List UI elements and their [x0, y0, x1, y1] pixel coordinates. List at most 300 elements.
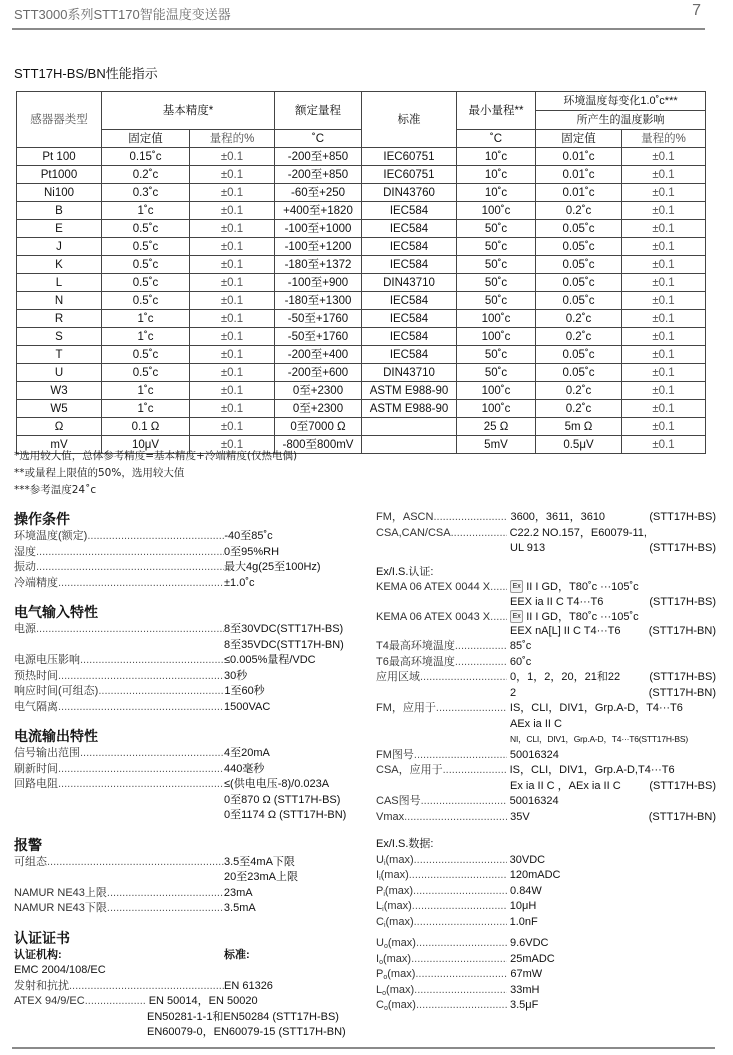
spec-row — [14, 669, 359, 685]
cell-min: 100˚c — [457, 382, 536, 400]
spec-row — [376, 639, 716, 655]
cell-std: IEC584 — [362, 310, 457, 328]
spec-label: 环境温度(额定) — [14, 530, 88, 542]
exis-data-row — [376, 952, 716, 968]
param-value: 25mADC — [510, 952, 555, 965]
cell-pct: ±0.1 — [190, 364, 275, 382]
spec-value: 0至95%RH — [224, 545, 280, 558]
spec-label: 电源电压影响 — [14, 654, 80, 666]
table-notes — [14, 448, 297, 499]
spec-value: ≤(供电电压-8)/0.023A — [224, 778, 330, 790]
cell-pct: ±0.1 — [190, 274, 275, 292]
cert-org-label: 认证机构: — [14, 948, 62, 961]
table-row — [17, 382, 706, 400]
cell-amb-pct: ±0.1 — [622, 400, 706, 418]
cell-type: N — [17, 292, 102, 310]
spec-row — [14, 684, 359, 700]
cell-amb-pct: ±0.1 — [622, 220, 706, 238]
header-unit-c: ˚C — [275, 130, 362, 148]
cell-min: 50˚c — [457, 238, 536, 256]
cell-fixed: 0.1 Ω — [102, 418, 190, 436]
spec-value: 1500VAC — [224, 700, 271, 713]
exis-data-row — [376, 936, 716, 952]
cell-std: DIN43760 — [362, 184, 457, 202]
model-tag: (STT17H-BS) — [649, 542, 716, 554]
cell-min: 10˚c — [457, 148, 536, 166]
cell-std: ASTM E988-90 — [362, 400, 457, 418]
param-value: 9.6VDC — [509, 937, 549, 949]
model-tag: (STT17H-BS) — [649, 671, 716, 683]
cell-std: IEC584 — [362, 328, 457, 346]
right-column — [376, 510, 716, 1014]
spec-row — [14, 979, 359, 995]
table-row — [17, 346, 706, 364]
cell-amb-fixed: 5m Ω — [536, 418, 622, 436]
cell-amb-pct: ±0.1 — [622, 238, 706, 256]
header-standard: 标准 — [362, 92, 457, 148]
header-fixed2: 固定值 — [536, 130, 622, 148]
header-ambient-effect-1: 环境温度每变化1.0˚c*** — [536, 92, 706, 111]
header-fixed: 固定值 — [102, 130, 190, 148]
spec-value: 0至870 Ω (STT17H-BS) — [224, 793, 341, 806]
cell-range: -100至+900 — [275, 274, 362, 292]
operating-title: 操作条件 — [14, 511, 70, 527]
spec-row — [14, 746, 359, 762]
cell-min: 50˚c — [457, 274, 536, 292]
spec-row — [376, 655, 716, 671]
spec-value: 8至35VDC(STT17H-BN) — [224, 638, 344, 651]
spec-value: EEX ia II C T4···T6 — [510, 595, 604, 608]
cell-range: -200至+600 — [275, 364, 362, 382]
table-row — [17, 202, 706, 220]
cell-range: 0至7000 Ω — [275, 418, 362, 436]
spec-label: 湿度 — [14, 545, 36, 558]
spec-value: ≤0.005%量程/VDC — [224, 654, 316, 666]
cell-pct: ±0.1 — [190, 184, 275, 202]
param-value: 30VDC — [509, 853, 546, 866]
cell-pct: ±0.1 — [190, 238, 275, 256]
cell-type: R — [17, 310, 102, 328]
table-row — [17, 400, 706, 418]
spec-label: T6最高环境温度 — [376, 655, 455, 668]
spec-row — [14, 529, 359, 545]
page-number: 7 — [692, 2, 701, 19]
cell-amb-fixed: 0.05˚c — [536, 292, 622, 310]
header-span-pct2: 量程的% — [622, 130, 706, 148]
cell-range: -60至+250 — [275, 184, 362, 202]
param-value: 33mH — [510, 983, 540, 996]
cell-type: Pt1000 — [17, 166, 102, 184]
table-row — [17, 184, 706, 202]
spec-value: EN 50014，EN 50020 — [148, 995, 258, 1007]
cell-amb-fixed: 0.2˚c — [536, 328, 622, 346]
spec-label: FM，ASCN — [376, 511, 434, 523]
cell-min: 50˚c — [457, 256, 536, 274]
section-title: STT17H-BS/BN性能指示 — [14, 66, 158, 81]
spec-row — [376, 510, 716, 526]
exis-data-row — [376, 853, 716, 869]
cell-pct: ±0.1 — [190, 220, 275, 238]
cell-std: IEC584 — [362, 292, 457, 310]
spec-label: 电源 — [14, 623, 36, 635]
cell-type: S — [17, 328, 102, 346]
cell-type: W5 — [17, 400, 102, 418]
cell-fixed: 1˚c — [102, 382, 190, 400]
cell-amb-fixed: 0.01˚c — [536, 166, 622, 184]
param-label: $I_o(\max)$ — [376, 952, 412, 966]
model-tag: (STT17H-BN) — [648, 625, 716, 637]
cell-fixed: 0.2˚c — [102, 166, 190, 184]
param-value: 120mADC — [509, 869, 561, 881]
cell-amb-pct: ±0.1 — [622, 436, 706, 454]
spec-label: 发射和抗扰 — [14, 979, 69, 992]
cell-min: 10˚c — [457, 166, 536, 184]
left-column — [14, 510, 359, 1041]
cell-fixed: 0.5˚c — [102, 274, 190, 292]
param-value: 10μH — [509, 900, 537, 912]
spec-label: 刷新时间 — [14, 762, 58, 775]
param-value: 1.0nF — [509, 915, 538, 928]
spec-row — [376, 670, 716, 686]
table-row — [17, 166, 706, 184]
model-tag: (STT17H-BS) — [649, 511, 716, 523]
spec-value: NI，CLI，DIV1，Grp.A-D，T4···T6(STT17H-BS) — [510, 734, 689, 744]
table-row — [17, 292, 706, 310]
cell-range: -100至+1000 — [275, 220, 362, 238]
spec-label: 信号输出范围 — [14, 747, 80, 759]
param-value: 67mW — [510, 968, 543, 980]
cell-pct: ±0.1 — [190, 436, 275, 454]
spec-row — [376, 610, 716, 626]
table-row — [17, 310, 706, 328]
cell-min: 100˚c — [457, 310, 536, 328]
param-label: $U_i(\max)$ — [376, 853, 414, 867]
cell-fixed: 0.5˚c — [102, 256, 190, 274]
certs-title: 认证证书 — [14, 929, 70, 946]
spec-row — [14, 700, 359, 716]
spec-label: 电气隔离 — [14, 700, 58, 713]
footer-divider — [12, 1047, 715, 1049]
spec-value: AEx ia II C — [510, 717, 562, 730]
cell-fixed: 1˚c — [102, 202, 190, 220]
cell-amb-fixed: 0.05˚c — [536, 274, 622, 292]
cell-amb-fixed: 0.5μV — [536, 436, 622, 454]
cell-std: DIN43710 — [362, 274, 457, 292]
table-row — [17, 256, 706, 274]
exis-data-row — [376, 915, 716, 931]
spec-value: EEX nA[L] II C T4···T6 — [510, 625, 621, 637]
spec-label: T4最高环境温度 — [376, 640, 455, 652]
spec-row — [14, 560, 359, 576]
cell-pct: ±0.1 — [190, 382, 275, 400]
cell-std: ASTM E988-90 — [362, 382, 457, 400]
cell-amb-pct: ±0.1 — [622, 310, 706, 328]
cell-pct: ±0.1 — [190, 400, 275, 418]
cell-pct: ±0.1 — [190, 148, 275, 166]
cell-fixed: 1˚c — [102, 328, 190, 346]
exis-data-row — [376, 899, 716, 915]
param-label: $I_i(\max)$ — [376, 869, 409, 882]
cell-pct: ±0.1 — [190, 292, 275, 310]
spec-row — [376, 580, 716, 596]
table-row — [17, 220, 706, 238]
cell-std — [362, 418, 457, 436]
cell-amb-pct: ±0.1 — [622, 346, 706, 364]
cell-amb-pct: ±0.1 — [622, 148, 706, 166]
spec-label: ATEX 94/9/EC — [14, 995, 85, 1007]
spec-value: EN50281-1-1和EN50284 (STT17H-BS) — [147, 1010, 339, 1023]
spec-row — [376, 701, 716, 717]
param-value: 0.84W — [510, 884, 542, 897]
cell-std: IEC584 — [362, 256, 457, 274]
cell-amb-pct: ±0.1 — [622, 184, 706, 202]
spec-value: 1至60秒 — [224, 685, 265, 697]
cell-min: 5mV — [457, 436, 536, 454]
cell-range: -180至+1300 — [275, 292, 362, 310]
cell-pct: ±0.1 — [190, 202, 275, 220]
cell-range: -200至+850 — [275, 148, 362, 166]
cell-pct: ±0.1 — [190, 310, 275, 328]
spec-value: 35V — [510, 810, 530, 823]
table-row — [17, 328, 706, 346]
cell-type: E — [17, 220, 102, 238]
spec-row — [14, 762, 359, 778]
spec-row — [14, 994, 359, 1010]
spec-value: 23mA — [223, 886, 253, 899]
cell-amb-fixed: 0.2˚c — [536, 310, 622, 328]
cell-amb-pct: ±0.1 — [622, 166, 706, 184]
cell-type: W3 — [17, 382, 102, 400]
spec-value: 440毫秒 — [224, 762, 265, 775]
spec-label: KEMA 06 ATEX 0043 X — [376, 610, 491, 623]
cell-type: Pt 100 — [17, 148, 102, 166]
cell-min: 100˚c — [457, 400, 536, 418]
cell-amb-fixed: 0.05˚c — [536, 346, 622, 364]
model-tag: (STT17H-BN) — [648, 810, 716, 823]
param-label: $P_o(\max)$ — [376, 968, 416, 981]
cell-type: T — [17, 346, 102, 364]
cell-type: J — [17, 238, 102, 256]
spec-value: 50016324 — [509, 795, 559, 807]
ex-mark-icon: Ex — [510, 610, 523, 623]
cell-range: -50至+1760 — [275, 328, 362, 346]
spec-value: 0至1174 Ω (STT17H-BN) — [224, 809, 347, 821]
cell-amb-pct: ±0.1 — [622, 364, 706, 382]
spec-value: 20至23mA上限 — [224, 871, 298, 883]
spec-row — [14, 886, 359, 902]
cell-amb-pct: ±0.1 — [622, 202, 706, 220]
param-label: $P_i(\max)$ — [376, 884, 414, 898]
spec-row — [14, 777, 359, 793]
cell-min: 50˚c — [457, 292, 536, 310]
cell-amb-pct: ±0.1 — [622, 382, 706, 400]
cell-amb-fixed: 0.2˚c — [536, 400, 622, 418]
cell-amb-pct: ±0.1 — [622, 256, 706, 274]
table-row — [17, 238, 706, 256]
spec-label: KEMA 06 ATEX 0044 X — [376, 581, 491, 593]
cell-min: 50˚c — [457, 364, 536, 382]
spec-label: 应用区域 — [376, 671, 420, 683]
spec-value: II I GD，T80˚c ···105˚c — [526, 610, 639, 623]
cell-range: -100至+1200 — [275, 238, 362, 256]
exis-data-row — [376, 884, 716, 900]
cell-fixed: 0.5˚c — [102, 364, 190, 382]
spec-value: C22.2 NO.157，E60079-11, — [509, 526, 647, 539]
cell-amb-fixed: 0.01˚c — [536, 148, 622, 166]
model-tag: (STT17H-BS) — [649, 779, 716, 792]
cell-amb-pct: ±0.1 — [622, 418, 706, 436]
cell-pct: ±0.1 — [190, 166, 275, 184]
spec-value: 8至30VDC(STT17H-BS) — [224, 623, 344, 635]
cell-amb-pct: ±0.1 — [622, 292, 706, 310]
header-span-pct: 量程的% — [190, 130, 275, 148]
spec-value: 60˚c — [509, 655, 532, 668]
cell-std: IEC584 — [362, 238, 457, 256]
spec-row — [376, 763, 716, 779]
spec-label: CAS图号 — [376, 795, 421, 807]
cell-std: DIN43710 — [362, 364, 457, 382]
spec-value: 3.5mA — [223, 902, 256, 914]
header-rated-range: 额定量程 — [275, 92, 362, 130]
spec-value: 3600，3611，3610 — [510, 511, 606, 523]
spec-value: 0，1，2，20，21和22 — [510, 671, 621, 683]
exis-data-row — [376, 967, 716, 983]
spec-value: IS，CLI，DIV1，Grp.A-D,T4···T6 — [509, 764, 675, 776]
spec-value: II I GD，T80˚c ···105˚c — [526, 581, 639, 593]
model-tag: (STT17H-BS) — [649, 595, 716, 608]
spec-value: 最大4g(25至100Hz) — [224, 561, 321, 573]
exis-data-row — [376, 998, 716, 1014]
spec-row — [14, 545, 359, 561]
cell-range: -200至+850 — [275, 166, 362, 184]
cell-amb-fixed: 0.05˚c — [536, 364, 622, 382]
spec-label: CSA,CAN/CSA — [376, 526, 451, 539]
cell-type: Ni100 — [17, 184, 102, 202]
spec-label: NAMUR NE43上限 — [14, 886, 107, 899]
cell-min: 25 Ω — [457, 418, 536, 436]
exis-data-row — [376, 983, 716, 999]
cell-std: IEC584 — [362, 202, 457, 220]
spec-row — [14, 622, 359, 638]
cell-fixed: 0.5˚c — [102, 220, 190, 238]
cell-std: IEC60751 — [362, 166, 457, 184]
cell-range: +400至+1820 — [275, 202, 362, 220]
spec-value: 50016324 — [509, 748, 559, 761]
spec-value: Ex ia II C ，AEx ia II C — [510, 779, 621, 792]
spec-label: 振动 — [14, 561, 36, 573]
document-title: STT3000系列STT170智能温度变送器 — [14, 7, 231, 22]
header-divider — [12, 28, 705, 30]
cell-type: Ω — [17, 418, 102, 436]
spec-value: IS，CLI，DIV1，Grp.A-D，T4···T6 — [509, 702, 683, 714]
header-basic-accuracy: 基本精度* — [102, 92, 275, 130]
cell-type: U — [17, 364, 102, 382]
cell-pct: ±0.1 — [190, 418, 275, 436]
model-tag: (STT17H-BN) — [648, 686, 716, 699]
note-1: *选用较大值，总体参考精度=基本精度+冷端精度(仅热电偶) — [14, 450, 298, 462]
cert-std-label: 标准: — [224, 948, 250, 961]
header-min-span: 最小量程** — [457, 92, 536, 130]
cell-amb-pct: ±0.1 — [622, 274, 706, 292]
cell-std — [362, 436, 457, 454]
spec-row — [14, 855, 359, 871]
cell-pct: ±0.1 — [190, 256, 275, 274]
spec-row — [376, 810, 716, 826]
cell-min: 50˚c — [457, 346, 536, 364]
exis-data-title: Ex/I.S.数据: — [376, 838, 434, 850]
cell-range: -200至+400 — [275, 346, 362, 364]
spec-row — [376, 748, 716, 764]
spec-label: 可组态 — [14, 855, 47, 868]
spec-value: -40至85˚c — [224, 530, 273, 542]
note-3: ***参考温度24˚c — [14, 484, 97, 496]
spec-label: 回路电阻 — [14, 778, 58, 790]
spec-row — [14, 653, 359, 669]
spec-value: 85˚c — [509, 640, 532, 652]
spec-label: NAMUR NE43下限 — [14, 902, 107, 914]
spec-value: EN 61326 — [224, 979, 273, 992]
param-label: $U_o(\max)$ — [376, 937, 416, 950]
spec-value: 2 — [510, 686, 517, 699]
cell-type: B — [17, 202, 102, 220]
cell-min: 50˚c — [457, 220, 536, 238]
cell-range: -800至800mV — [275, 436, 362, 454]
cell-fixed: 0.5˚c — [102, 346, 190, 364]
param-value: 3.5μF — [509, 999, 539, 1011]
spec-value: 30秒 — [224, 669, 248, 682]
table-row — [17, 274, 706, 292]
cell-range: 0至+2300 — [275, 382, 362, 400]
performance-table — [16, 91, 706, 454]
cell-amb-fixed: 0.05˚c — [536, 256, 622, 274]
spec-row — [14, 901, 359, 917]
spec-value: ±1.0˚c — [224, 576, 255, 589]
cell-fixed: 10μV — [102, 436, 190, 454]
cell-pct: ±0.1 — [190, 346, 275, 364]
header-ambient-effect-2: 所产生的温度影响 — [536, 111, 706, 130]
cell-fixed: 0.5˚c — [102, 292, 190, 310]
cell-amb-pct: ±0.1 — [622, 328, 706, 346]
current-output-title: 电流输出特性 — [14, 728, 98, 744]
spec-label: Vmax — [376, 810, 405, 823]
cell-fixed: 0.3˚c — [102, 184, 190, 202]
spec-label: FM，应用于 — [376, 702, 436, 714]
cell-range: 0至+2300 — [275, 400, 362, 418]
electrical-input-title: 电气输入特性 — [14, 604, 98, 620]
spec-value: 4至20mA — [224, 747, 270, 759]
spec-row — [376, 794, 716, 810]
table-row — [17, 148, 706, 166]
cell-amb-fixed: 0.2˚c — [536, 202, 622, 220]
cell-min: 10˚c — [457, 184, 536, 202]
cell-std: IEC584 — [362, 220, 457, 238]
note-2: **或量程上限值的50%，选用较大值 — [14, 467, 185, 479]
spec-label: 响应时间(可组态) — [14, 685, 99, 697]
spec-row — [14, 576, 359, 592]
cell-amb-fixed: 0.05˚c — [536, 238, 622, 256]
cell-type: K — [17, 256, 102, 274]
ex-mark-icon: Ex — [510, 580, 523, 593]
table-row — [17, 418, 706, 436]
cell-fixed: 1˚c — [102, 400, 190, 418]
cell-amb-fixed: 0.2˚c — [536, 382, 622, 400]
spec-label: CSA，应用于 — [376, 764, 443, 776]
spec-value: EN60079-0，EN60079-15 (STT17H-BN) — [147, 1026, 346, 1038]
table-row — [17, 364, 706, 382]
cell-min: 100˚c — [457, 202, 536, 220]
spec-label: FM图号 — [376, 748, 414, 761]
cell-min: 100˚c — [457, 328, 536, 346]
